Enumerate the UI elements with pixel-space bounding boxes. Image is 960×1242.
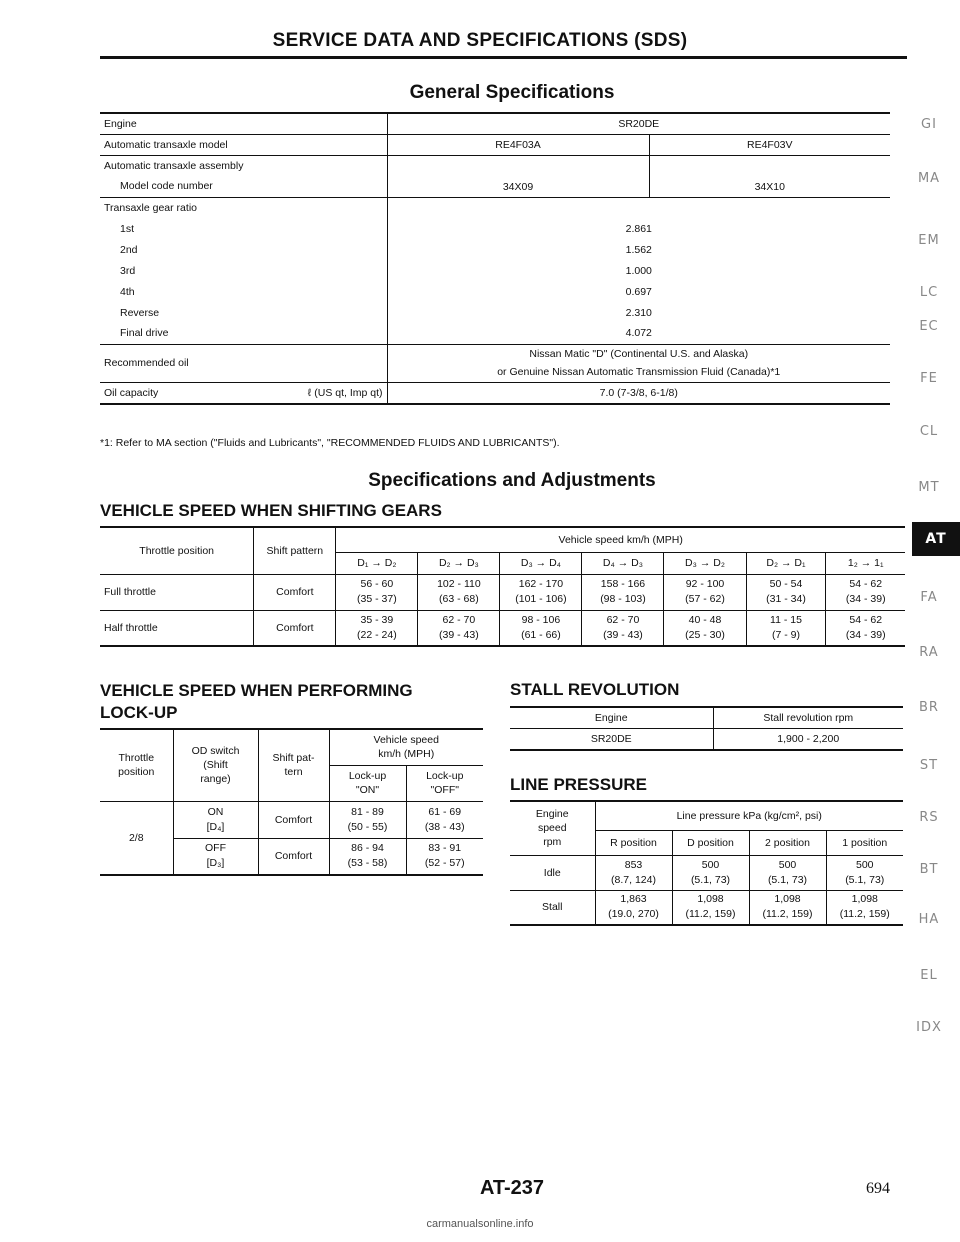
off-value: 83 - 91 bbox=[428, 842, 462, 855]
shift-column-header: D₃ → D₂ bbox=[664, 552, 746, 574]
stall-rev: 1,900 - 2,200 bbox=[777, 732, 840, 745]
speed-kmh: 11 - 15 bbox=[770, 613, 802, 626]
speed-mph: (34 - 39) bbox=[845, 628, 886, 641]
pressure-kpa: 1,863 bbox=[620, 893, 647, 906]
speed-mph: (101 - 106) bbox=[515, 593, 567, 605]
lockup-title bbox=[100, 680, 413, 724]
stall-table bbox=[510, 706, 903, 751]
section-tab-fa[interactable]: FA bbox=[920, 590, 938, 605]
row-label: 4th bbox=[100, 281, 387, 302]
row-value: RE4F03A bbox=[387, 134, 649, 155]
row-label: Oil capacity bbox=[104, 386, 159, 399]
footnote: *1: Refer to MA section ("Fluids and Lubricants", "RECOMMENDED FLUIDS AND LUBRICANTS"). bbox=[100, 437, 560, 449]
pressure-kpa: 500 bbox=[778, 858, 797, 871]
speed-kmh: 54 - 62 bbox=[849, 578, 883, 590]
row-label: Final drive bbox=[100, 323, 387, 344]
speed-kmh: 62 - 70 bbox=[442, 613, 476, 626]
row-value: RE4F03V bbox=[746, 138, 793, 151]
od-range: [D₄] bbox=[206, 820, 225, 833]
h-off-1: Lock-up bbox=[426, 770, 464, 782]
row-label: 1st bbox=[100, 218, 387, 239]
oil-line-1: Nissan Matic "D" (Continental U.S. and Alaska) bbox=[529, 348, 749, 360]
section-tab-ra[interactable]: RA bbox=[919, 645, 939, 660]
shift-column-header: D₃ → D₄ bbox=[500, 552, 582, 574]
row-label: Transaxle gear ratio bbox=[100, 197, 387, 218]
row-label: Automatic transaxle model bbox=[100, 134, 387, 155]
off-value: 61 - 69 bbox=[428, 805, 462, 818]
section-tab-rs[interactable]: RS bbox=[919, 810, 939, 825]
speed-kmh: 50 - 54 bbox=[769, 578, 803, 590]
table-row bbox=[100, 801, 483, 838]
speed-mph: (31 - 34) bbox=[766, 593, 806, 605]
section-tab-lc[interactable]: LC bbox=[919, 285, 939, 300]
row-value: 1.000 bbox=[625, 264, 652, 277]
on-value: 86 - 94 bbox=[351, 842, 384, 855]
shift-column-header: D₂ → D₃ bbox=[418, 552, 500, 574]
on-value-mph: (50 - 55) bbox=[347, 820, 388, 833]
row-unit: ℓ (US qt, Imp qt) bbox=[307, 386, 383, 399]
speed-kmh: 35 - 39 bbox=[360, 613, 394, 626]
line-pressure-cell bbox=[826, 855, 903, 890]
table-row bbox=[100, 323, 890, 344]
h-speed-3: rpm bbox=[543, 836, 562, 849]
speed-kmh: 62 - 70 bbox=[606, 613, 640, 626]
shift-column-header: D₁ → D₂ bbox=[336, 552, 418, 574]
table-row bbox=[100, 382, 890, 404]
header-pattern: Shift pattern bbox=[254, 527, 336, 574]
h-throttle-1: Throttle bbox=[118, 752, 155, 765]
line-column-header: 1 position bbox=[842, 836, 888, 849]
row-value: 0.697 bbox=[625, 285, 652, 298]
shift-throttle: Full throttle bbox=[100, 574, 254, 610]
pressure-kpa: 500 bbox=[701, 858, 720, 871]
table-row bbox=[510, 728, 903, 750]
shift-speed-cell bbox=[500, 610, 582, 646]
od-value: ON bbox=[207, 805, 224, 818]
row-label: Automatic transaxle assembly bbox=[100, 155, 387, 176]
line-pressure-cell bbox=[749, 890, 826, 925]
line-pressure-title: LINE PRESSURE bbox=[510, 775, 647, 794]
speed-kmh: 102 - 110 bbox=[437, 578, 481, 590]
speed-kmh: 54 - 62 bbox=[849, 613, 883, 626]
pressure-kg-psi: (8.7, 124) bbox=[611, 873, 656, 886]
shift-speed-cell bbox=[418, 574, 500, 610]
line-pressure-cell bbox=[595, 855, 672, 890]
pressure-kg-psi: (19.0, 270) bbox=[608, 908, 659, 921]
off-value-mph: (52 - 57) bbox=[424, 857, 465, 870]
speed-mph: (39 - 43) bbox=[439, 628, 479, 641]
table-row bbox=[100, 302, 890, 323]
table-row bbox=[100, 218, 890, 239]
section-tab-bt[interactable]: BT bbox=[919, 862, 939, 877]
section-tab-at[interactable]: AT bbox=[912, 522, 960, 556]
shift-speed-cell bbox=[664, 610, 746, 646]
h-speed-1: Engine bbox=[535, 808, 569, 821]
lockup-pattern: Comfort bbox=[258, 838, 329, 875]
speed-mph: (98 - 103) bbox=[600, 593, 646, 605]
section-tab-ha[interactable]: HA bbox=[918, 912, 940, 927]
row-value: 2.310 bbox=[625, 306, 652, 319]
line-engine-speed: Stall bbox=[510, 890, 595, 925]
table-row bbox=[510, 855, 903, 890]
table-row bbox=[510, 890, 903, 925]
shift-speed-cell bbox=[336, 574, 418, 610]
pressure-kpa: 500 bbox=[855, 858, 874, 871]
h-od-3: range) bbox=[200, 773, 231, 786]
row-value: 4.072 bbox=[625, 327, 652, 340]
row-label: Engine bbox=[100, 113, 387, 134]
shift-column-header: D₄ → D₃ bbox=[582, 552, 664, 574]
h-pattern-1: Shift pat- bbox=[272, 752, 315, 765]
table-row bbox=[100, 260, 890, 281]
shift-column-header: 1₂ → 1₁ bbox=[847, 557, 884, 569]
shift-speed-cell bbox=[826, 610, 905, 646]
speed-kmh: 158 - 166 bbox=[600, 578, 646, 590]
row-value: 2.861 bbox=[625, 222, 652, 235]
pressure-kpa: 1,098 bbox=[774, 893, 801, 906]
section-tab-br[interactable]: BR bbox=[919, 700, 939, 715]
shift-speed-cell bbox=[582, 610, 664, 646]
section-tab-ma[interactable]: MA bbox=[917, 171, 941, 186]
stall-engine: SR20DE bbox=[510, 728, 713, 750]
watermark: carmanualsonline.info bbox=[426, 1218, 534, 1230]
off-value-mph: (38 - 43) bbox=[424, 820, 465, 833]
h-speed-1: Vehicle speed bbox=[373, 734, 439, 747]
pressure-kg-psi: (5.1, 73) bbox=[690, 873, 731, 886]
line-column-header: D position bbox=[672, 830, 749, 855]
section-tab-fe[interactable]: FE bbox=[920, 371, 938, 386]
line-pressure-table bbox=[510, 800, 903, 926]
speed-kmh: 40 - 48 bbox=[688, 613, 722, 626]
section-tab-ec[interactable]: EC bbox=[919, 319, 939, 334]
speed-mph: (25 - 30) bbox=[685, 628, 725, 641]
h-od-2: (Shift bbox=[203, 759, 228, 772]
h-speed-2: km/h (MPH) bbox=[378, 748, 435, 761]
row-label: 2nd bbox=[100, 239, 387, 260]
speed-mph: (22 - 24) bbox=[357, 628, 397, 641]
table-row bbox=[100, 574, 905, 610]
row-label: Model code number bbox=[100, 176, 387, 197]
h-speed-2: speed bbox=[537, 822, 567, 835]
section-tab-idx[interactable]: IDX bbox=[916, 1020, 942, 1035]
shift-pattern: Comfort bbox=[254, 610, 336, 646]
h-throttle-2: position bbox=[118, 766, 155, 779]
shift-pattern: Comfort bbox=[254, 574, 336, 610]
section-tab-cl[interactable]: CL bbox=[919, 424, 939, 439]
table-row bbox=[100, 281, 890, 302]
speed-mph: (34 - 39) bbox=[845, 593, 886, 605]
pressure-kg-psi: (11.2, 159) bbox=[685, 908, 736, 921]
lockup-title-line-1: VEHICLE SPEED WHEN PERFORMING bbox=[100, 681, 413, 700]
od-value: OFF bbox=[205, 842, 226, 855]
lockup-throttle: 2/8 bbox=[100, 801, 173, 875]
row-label: 3rd bbox=[100, 260, 387, 281]
h-on-2: "ON" bbox=[355, 784, 380, 796]
pressure-kg-psi: (11.2, 159) bbox=[839, 908, 890, 921]
pressure-kg-psi: (11.2, 159) bbox=[762, 908, 813, 921]
shift-speed-cell bbox=[746, 610, 826, 646]
line-pressure-cell bbox=[826, 890, 903, 925]
table-row bbox=[100, 344, 890, 382]
line-pressure-cell bbox=[672, 890, 749, 925]
page-number: 694 bbox=[866, 1180, 890, 1197]
section-tab-st[interactable]: ST bbox=[919, 758, 939, 773]
speed-kmh: 92 - 100 bbox=[685, 578, 725, 590]
table-row bbox=[100, 155, 890, 176]
pressure-kg-psi: (5.1, 73) bbox=[845, 873, 885, 886]
header-rule bbox=[100, 56, 907, 59]
speed-mph: (61 - 66) bbox=[521, 628, 561, 641]
pressure-kpa: 853 bbox=[624, 858, 643, 871]
speed-kmh: 98 - 106 bbox=[521, 613, 561, 626]
shift-speed-table bbox=[100, 526, 905, 647]
header-speed: Vehicle speed km/h (MPH) bbox=[336, 527, 905, 552]
speed-mph: (35 - 37) bbox=[357, 593, 397, 605]
specs-title: Specifications and Adjustments bbox=[368, 470, 656, 491]
table-row bbox=[100, 610, 905, 646]
h-off-2: "OFF" bbox=[430, 784, 459, 796]
on-value: 81 - 89 bbox=[351, 805, 384, 818]
header-throttle: Throttle position bbox=[100, 527, 254, 574]
general-specs-table bbox=[100, 112, 890, 405]
h-on-1: Lock-up bbox=[348, 770, 387, 782]
line-column-header: R position bbox=[595, 830, 672, 855]
od-range: [D₃] bbox=[206, 857, 225, 870]
shift-speed-cell bbox=[582, 574, 664, 610]
row-value: 34X09 bbox=[387, 155, 649, 197]
pressure-kg-psi: (5.1, 73) bbox=[767, 873, 808, 886]
table-row bbox=[100, 134, 890, 155]
on-value-mph: (53 - 58) bbox=[347, 857, 388, 870]
line-pressure-cell bbox=[595, 890, 672, 925]
h-od-1: OD switch bbox=[191, 745, 240, 758]
speed-kmh: 162 - 170 bbox=[518, 578, 564, 590]
table-row bbox=[100, 113, 890, 134]
shift-column-header: D₂ → D₁ bbox=[746, 552, 826, 574]
header-stall-rev: Stall revolution rpm bbox=[763, 711, 854, 724]
lockup-table bbox=[100, 728, 483, 876]
h-pattern-2: tern bbox=[284, 766, 303, 779]
row-label: Reverse bbox=[100, 302, 387, 323]
shift-speed-title: VEHICLE SPEED WHEN SHIFTING GEARS bbox=[100, 501, 442, 520]
speed-mph: (63 - 68) bbox=[439, 593, 479, 605]
pressure-kpa: 1,098 bbox=[851, 893, 878, 906]
shift-speed-cell bbox=[418, 610, 500, 646]
lockup-pattern: Comfort bbox=[258, 801, 329, 838]
oil-line-2: or Genuine Nissan Automatic Transmission Fluid (Canada)*1 bbox=[497, 366, 781, 378]
speed-mph: (39 - 43) bbox=[603, 628, 643, 641]
line-pressure-cell bbox=[749, 855, 826, 890]
pressure-kpa: 1,098 bbox=[697, 893, 724, 906]
line-column-header: 2 position bbox=[749, 830, 826, 855]
row-value: 7.0 (7-3/8, 6-1/8) bbox=[599, 386, 678, 399]
row-value: 34X10 bbox=[754, 180, 785, 193]
shift-throttle: Half throttle bbox=[100, 610, 254, 646]
speed-kmh: 56 - 60 bbox=[360, 578, 394, 590]
line-engine-speed: Idle bbox=[510, 855, 595, 890]
page-header-title: SERVICE DATA AND SPECIFICATIONS (SDS) bbox=[272, 30, 688, 51]
general-specs-title: General Specifications bbox=[409, 82, 615, 103]
header-line-pressure: Line pressure kPa (kg/cm², psi) bbox=[595, 801, 903, 830]
header-engine: Engine bbox=[510, 707, 713, 728]
table-row bbox=[100, 239, 890, 260]
section-tab-mt[interactable]: MT bbox=[918, 480, 940, 495]
section-tab-el[interactable]: EL bbox=[920, 968, 938, 983]
row-value: 1.562 bbox=[625, 243, 652, 256]
shift-speed-cell bbox=[336, 610, 418, 646]
shift-speed-cell bbox=[826, 574, 905, 610]
table-row bbox=[100, 197, 890, 218]
shift-speed-cell bbox=[746, 574, 826, 610]
row-label: Recommended oil bbox=[100, 344, 387, 382]
section-tab-gi[interactable]: GI bbox=[921, 117, 937, 132]
shift-speed-cell bbox=[664, 574, 746, 610]
row-value: SR20DE bbox=[618, 117, 660, 130]
shift-speed-cell bbox=[500, 574, 582, 610]
page-code: AT-237 bbox=[479, 1177, 545, 1199]
stall-title: STALL REVOLUTION bbox=[510, 680, 680, 699]
lockup-title-line-2: LOCK-UP bbox=[100, 703, 178, 722]
speed-mph: (7 - 9) bbox=[771, 628, 800, 641]
section-tab-em[interactable]: EM bbox=[918, 233, 940, 248]
line-pressure-cell bbox=[672, 855, 749, 890]
speed-mph: (57 - 62) bbox=[685, 593, 725, 605]
